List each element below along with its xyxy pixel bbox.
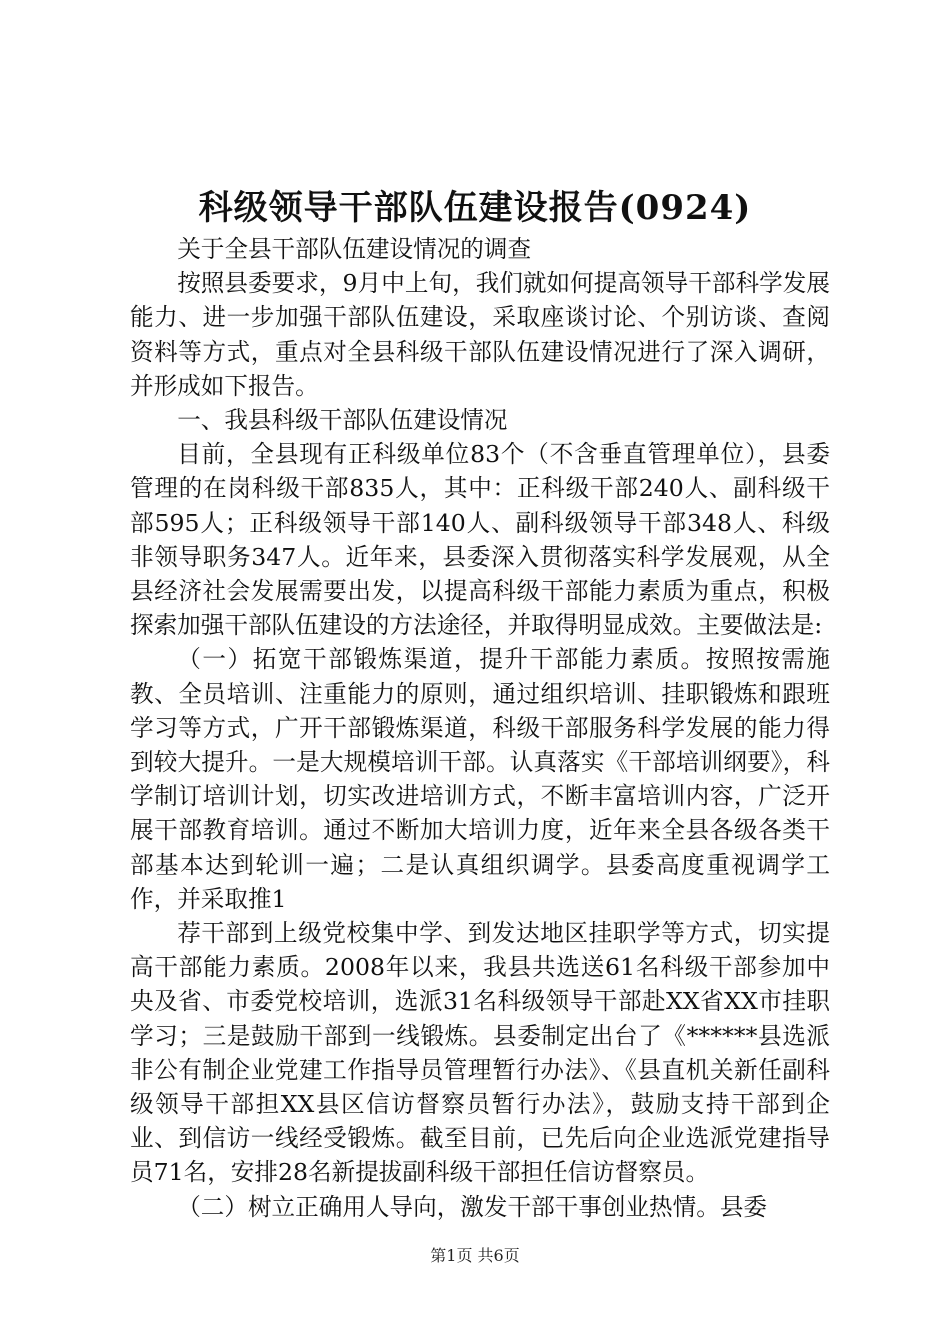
paragraph-overview: 目前，全县现有正科级单位83个（不含垂直管理单位），县委管理的在岗科级干部835人，其中：正科级干部240人、副科级干部595人；正科级领导干部140人、副科级领导干部348人、科级非领导职务347人。近年来，县委深入贯彻落实科学发展观，从全县经济社会发展需要出发，以提高科级干部能力素质为重点，积极探索加强干部队伍建设的方法途径，并取得明显成效。主要做法是: bbox=[130, 440, 830, 640]
paragraph-item-2: （二）树立正确用人导向，激发干部干事创业热情。县委 bbox=[177, 1192, 768, 1221]
document-body bbox=[130, 232, 830, 1224]
paragraph-item-1-continued: 荐干部到上级党校集中学、到发达地区挂职学等方式，切实提高干部能力素质。2008年以来，我县共选送61名科级干部参加中央及省、市委党校培训，选派31名科级领导干部赴XX省XX市挂职学习；三是鼓励干部到一线锻炼。县委制定出台了《******县选派非公有制企业党建工作指导员管理暂行办法》、《县直机关新任副科级领导干部担XX县区信访督察员暂行办法》，鼓励支持干部到企业、到信访一线经受锻炼。截至目前，已先后向企业选派党建指导员71名，安排28名新提拔副科级干部担任信访督察员。 bbox=[130, 919, 830, 1187]
paragraph-item-1: （一）拓宽干部锻炼渠道，提升干部能力素质。按照按需施教、全员培训、注重能力的原则，通过组织培训、挂职锻炼和跟班学习等方式，广开干部锻炼渠道，科级干部服务科学发展的能力得到较大提升。一是大规模培训干部。认真落实《干部培训纲要》，科学制订培训计划，切实改进培训方式，不断丰富培训内容，广泛开展干部教育培训。通过不断加大培训力度，近年来全县各级各类干部基本达到轮训一遍；二是认真组织调学。县委高度重视调学工作，并采取推1 bbox=[130, 645, 830, 913]
paragraph-intro: 按照县委要求，9月中上旬，我们就如何提高领导干部科学发展能力、进一步加强干部队伍建设，采取座谈讨论、个别访谈、查阅资料等方式，重点对全县科级干部队伍建设情况进行了深入调研，并形成如下报告。 bbox=[130, 269, 830, 400]
section-heading-1: 一、我县科级干部队伍建设情况 bbox=[177, 406, 508, 435]
document-title: 科级领导干部队伍建设报告(0924) bbox=[198, 188, 752, 228]
paragraph-subtitle: 关于全县干部队伍建设情况的调查 bbox=[177, 235, 532, 263]
page-footer: 第1页 共6页 bbox=[430, 1246, 520, 1265]
